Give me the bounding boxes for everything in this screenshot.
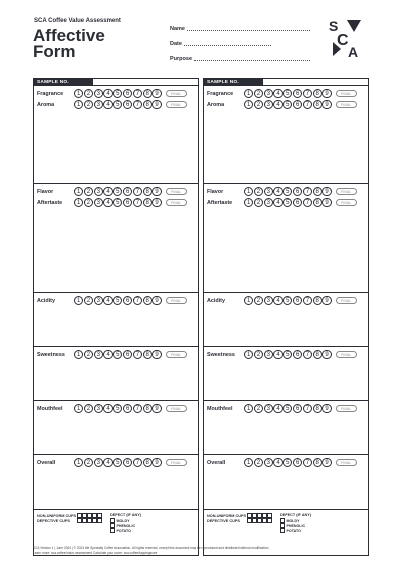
defect-option-potato[interactable]	[280, 528, 311, 533]
score-row-sweetness	[204, 349, 368, 360]
footer-line1: SCA Version 1 | June 2024 | © 2024 the Specialty Coffee Association. All rights reserved, except this document may be reproduced and distributed without modification.	[33, 546, 270, 550]
score-row-overall	[34, 457, 198, 468]
score-option-8[interactable]: 8	[313, 404, 322, 413]
score-option-1[interactable]: 1	[74, 404, 83, 413]
score-option-5[interactable]: 5	[283, 89, 292, 98]
score-option-5[interactable]: 5	[283, 187, 292, 196]
date-field[interactable]	[170, 32, 271, 47]
final-score-box[interactable]: FINAL	[336, 90, 357, 97]
score-option-9[interactable]: 9	[322, 187, 331, 196]
score-option-4[interactable]: 4	[103, 404, 112, 413]
score-scale	[74, 89, 162, 98]
cup-checkbox[interactable]	[252, 513, 257, 518]
score-option-1[interactable]: 1	[74, 350, 83, 359]
score-option-6[interactable]: 6	[123, 350, 132, 359]
score-option-9[interactable]: 9	[322, 296, 331, 305]
score-option-9[interactable]: 9	[152, 198, 161, 207]
attribute-label: Fragrance	[37, 90, 64, 97]
cup-checkbox[interactable]	[257, 513, 262, 518]
cups-label: DEFECTIVE CUPS	[37, 518, 70, 523]
section-mouth	[203, 401, 369, 455]
cup-checkbox[interactable]	[267, 513, 272, 518]
attribute-label: Fragrance	[207, 90, 234, 97]
score-option-7[interactable]: 7	[133, 404, 142, 413]
form-title	[33, 28, 105, 60]
purpose-field-label: Purpose	[170, 56, 193, 62]
sca-logo-icon	[327, 18, 365, 58]
score-option-9[interactable]: 9	[322, 198, 331, 207]
final-score-box[interactable]: FINAL	[336, 297, 357, 304]
score-option-7[interactable]: 7	[133, 350, 142, 359]
cup-checkbox[interactable]	[267, 518, 272, 523]
score-option-2[interactable]: 2	[84, 198, 93, 207]
score-row-mouthfeel	[34, 403, 198, 414]
score-option-4[interactable]: 4	[273, 198, 282, 207]
score-option-2[interactable]: 2	[254, 350, 263, 359]
score-option-2[interactable]: 2	[84, 187, 93, 196]
score-scale	[74, 404, 162, 413]
final-score-box[interactable]: FINAL	[166, 297, 187, 304]
score-option-9[interactable]: 9	[152, 187, 161, 196]
score-option-1[interactable]: 1	[244, 350, 253, 359]
score-option-7[interactable]: 7	[303, 198, 312, 207]
cup-checkbox[interactable]	[247, 518, 252, 523]
footer	[33, 546, 373, 556]
score-option-7[interactable]: 7	[133, 89, 142, 98]
score-option-9[interactable]: 9	[152, 458, 161, 467]
footer-line2: Learn more: sca.coffee/value-assessment Calculate your score: sca.coffee/tappingscore	[33, 551, 158, 555]
form-title-line2: Form	[33, 42, 76, 61]
cup-checkbox[interactable]	[82, 513, 87, 518]
svg-text:C: C	[337, 32, 349, 49]
score-option-4[interactable]: 4	[103, 100, 112, 109]
score-option-8[interactable]: 8	[143, 458, 152, 467]
score-option-9[interactable]: 9	[322, 89, 331, 98]
score-option-8[interactable]: 8	[143, 187, 152, 196]
attribute-label: Sweetness	[37, 351, 65, 358]
attribute-label: Aroma	[207, 101, 225, 108]
score-scale	[74, 296, 162, 305]
score-row-sweetness	[34, 349, 198, 360]
defect-option-label: MOLDY	[116, 518, 130, 523]
score-option-3[interactable]: 3	[94, 296, 103, 305]
final-score-box[interactable]: FINAL	[166, 199, 187, 206]
score-row-fragrance	[34, 88, 198, 99]
section-flav	[33, 184, 199, 293]
score-scale	[244, 198, 332, 207]
final-score-box[interactable]: FINAL	[336, 199, 357, 206]
svg-text:S: S	[329, 18, 339, 34]
cups-label: NON-UNIFORM CUPS	[207, 513, 247, 518]
score-option-9[interactable]: 9	[152, 404, 161, 413]
score-option-4[interactable]: 4	[273, 458, 282, 467]
score-option-6[interactable]: 6	[293, 404, 302, 413]
section-flav	[203, 184, 369, 293]
score-scale	[244, 296, 332, 305]
cup-checkbox[interactable]	[257, 518, 262, 523]
section-acid	[33, 293, 199, 347]
section-frag	[33, 86, 199, 184]
attribute-label: Flavor	[37, 188, 54, 195]
score-option-3[interactable]: 3	[264, 296, 273, 305]
score-option-4[interactable]: 4	[273, 187, 282, 196]
score-option-1[interactable]: 1	[74, 100, 83, 109]
score-option-3[interactable]: 3	[264, 100, 273, 109]
section-overall	[203, 455, 369, 510]
header-fields	[170, 17, 310, 62]
score-row-aftertaste	[34, 197, 198, 208]
final-score-box[interactable]: FINAL	[166, 351, 187, 358]
score-option-3[interactable]: 3	[94, 458, 103, 467]
score-option-7[interactable]: 7	[303, 458, 312, 467]
score-option-3[interactable]: 3	[94, 89, 103, 98]
score-option-7[interactable]: 7	[303, 296, 312, 305]
score-option-2[interactable]: 2	[254, 89, 263, 98]
score-option-8[interactable]: 8	[143, 404, 152, 413]
score-option-8[interactable]: 8	[143, 198, 152, 207]
form-subtitle: SCA Coffee Value Assessment	[34, 18, 121, 24]
score-option-2[interactable]: 2	[84, 89, 93, 98]
form-title-line1: Affective	[33, 26, 105, 45]
score-option-7[interactable]: 7	[133, 187, 142, 196]
name-field-label: Name	[170, 26, 185, 32]
score-row-fragrance	[204, 88, 368, 99]
sample-number-label: SAMPLE NO.	[203, 78, 263, 86]
score-option-2[interactable]: 2	[84, 458, 93, 467]
section-mouth	[33, 401, 199, 455]
score-option-4[interactable]: 4	[103, 198, 112, 207]
score-option-5[interactable]: 5	[283, 198, 292, 207]
cup-checkbox[interactable]	[262, 518, 267, 523]
score-option-5[interactable]: 5	[113, 350, 122, 359]
defect-options	[280, 513, 311, 533]
score-option-8[interactable]: 8	[313, 198, 322, 207]
defect-option-potato[interactable]	[110, 528, 141, 533]
cup-checkbox[interactable]	[247, 513, 252, 518]
cup-checkbox[interactable]	[87, 518, 92, 523]
score-scale	[244, 187, 332, 196]
score-option-8[interactable]: 8	[313, 100, 322, 109]
score-option-7[interactable]: 7	[303, 89, 312, 98]
attribute-label: Mouthfeel	[207, 405, 233, 412]
defect-option-label: POTATO	[116, 528, 131, 533]
score-option-6[interactable]: 6	[293, 198, 302, 207]
score-option-4[interactable]: 4	[103, 89, 112, 98]
defect-option-label: POTATO	[286, 528, 301, 533]
score-option-6[interactable]: 6	[123, 198, 132, 207]
final-score-box[interactable]: FINAL	[336, 405, 357, 412]
score-row-acidity	[204, 295, 368, 306]
score-option-1[interactable]: 1	[74, 89, 83, 98]
score-option-1[interactable]: 1	[244, 187, 253, 196]
final-score-box[interactable]: FINAL	[336, 188, 357, 195]
score-option-9[interactable]: 9	[152, 296, 161, 305]
score-scale	[74, 187, 162, 196]
purpose-field-line[interactable]	[194, 56, 310, 61]
score-option-5[interactable]: 5	[113, 89, 122, 98]
score-option-5[interactable]: 5	[113, 458, 122, 467]
score-option-9[interactable]: 9	[152, 100, 161, 109]
date-field-line[interactable]	[184, 41, 271, 46]
score-row-aroma	[204, 99, 368, 110]
score-option-2[interactable]: 2	[254, 404, 263, 413]
cups-label: DEFECTIVE CUPS	[207, 518, 240, 523]
score-option-7[interactable]: 7	[133, 100, 142, 109]
score-row-overall	[204, 457, 368, 468]
score-option-5[interactable]: 5	[113, 187, 122, 196]
score-row-acidity	[34, 295, 198, 306]
cup-checkbox[interactable]	[92, 518, 97, 523]
score-option-3[interactable]: 3	[94, 198, 103, 207]
score-option-3[interactable]: 3	[264, 198, 273, 207]
score-option-1[interactable]: 1	[244, 100, 253, 109]
score-option-2[interactable]: 2	[84, 350, 93, 359]
score-scale	[244, 100, 332, 109]
attribute-label: Overall	[37, 459, 56, 466]
final-score-box[interactable]: FINAL	[336, 459, 357, 466]
score-option-1[interactable]: 1	[74, 198, 83, 207]
attribute-label: Acidity	[207, 297, 225, 304]
score-row-mouthfeel	[204, 403, 368, 414]
score-scale	[244, 89, 332, 98]
score-scale	[74, 100, 162, 109]
score-option-3[interactable]: 3	[94, 350, 103, 359]
score-option-3[interactable]: 3	[264, 89, 273, 98]
score-option-5[interactable]: 5	[283, 350, 292, 359]
score-option-4[interactable]: 4	[273, 100, 282, 109]
svg-text:A: A	[348, 44, 359, 58]
score-option-8[interactable]: 8	[143, 89, 152, 98]
score-option-4[interactable]: 4	[273, 404, 282, 413]
score-option-6[interactable]: 6	[123, 100, 132, 109]
score-option-4[interactable]: 4	[273, 296, 282, 305]
score-option-6[interactable]: 6	[123, 296, 132, 305]
sample-number-header	[33, 78, 199, 86]
score-option-4[interactable]: 4	[103, 458, 112, 467]
score-option-1[interactable]: 1	[244, 296, 253, 305]
defect-checkbox[interactable]	[110, 518, 115, 523]
score-option-5[interactable]: 5	[113, 100, 122, 109]
attribute-label: Aftertaste	[37, 199, 63, 206]
score-scale	[244, 458, 332, 467]
score-option-8[interactable]: 8	[143, 296, 152, 305]
cup-checkbox[interactable]	[77, 513, 82, 518]
final-score-box[interactable]: FINAL	[166, 90, 187, 97]
sample-number-label: SAMPLE NO.	[33, 78, 93, 86]
score-option-2[interactable]: 2	[254, 187, 263, 196]
defect-label: DEFECT (IF ANY)	[280, 513, 312, 517]
score-option-2[interactable]: 2	[254, 198, 263, 207]
final-score-box[interactable]: FINAL	[336, 351, 357, 358]
score-option-5[interactable]: 5	[283, 296, 292, 305]
score-option-2[interactable]: 2	[254, 100, 263, 109]
score-option-3[interactable]: 3	[94, 404, 103, 413]
attribute-label: Mouthfeel	[37, 405, 63, 412]
final-score-box[interactable]: FINAL	[166, 405, 187, 412]
score-option-3[interactable]: 3	[264, 350, 273, 359]
score-option-8[interactable]: 8	[313, 296, 322, 305]
score-option-3[interactable]: 3	[94, 100, 103, 109]
score-option-4[interactable]: 4	[103, 187, 112, 196]
score-option-2[interactable]: 2	[254, 458, 263, 467]
score-option-8[interactable]: 8	[313, 458, 322, 467]
name-field-line[interactable]	[187, 26, 310, 31]
score-option-6[interactable]: 6	[293, 100, 302, 109]
score-option-7[interactable]: 7	[303, 350, 312, 359]
score-option-6[interactable]: 6	[293, 458, 302, 467]
section-acid	[203, 293, 369, 347]
score-row-aroma	[34, 99, 198, 110]
score-option-5[interactable]: 5	[283, 100, 292, 109]
date-field-label: Date	[170, 41, 182, 47]
score-option-7[interactable]: 7	[133, 198, 142, 207]
score-option-1[interactable]: 1	[244, 458, 253, 467]
score-option-8[interactable]: 8	[143, 100, 152, 109]
score-option-2[interactable]: 2	[84, 296, 93, 305]
score-option-2[interactable]: 2	[84, 404, 93, 413]
score-option-5[interactable]: 5	[113, 404, 122, 413]
score-row-flavor	[204, 186, 368, 197]
defect-checkbox[interactable]	[280, 528, 285, 533]
name-field[interactable]	[170, 17, 310, 32]
score-scale	[74, 458, 162, 467]
score-option-1[interactable]: 1	[74, 296, 83, 305]
score-option-8[interactable]: 8	[313, 187, 322, 196]
score-option-1[interactable]: 1	[244, 404, 253, 413]
section-frag	[203, 86, 369, 184]
defect-option-label: MOLDY	[286, 518, 300, 523]
attribute-label: Overall	[207, 459, 226, 466]
score-option-1[interactable]: 1	[74, 458, 83, 467]
score-option-7[interactable]: 7	[303, 187, 312, 196]
score-option-6[interactable]: 6	[293, 89, 302, 98]
section-sweet	[203, 347, 369, 401]
defect-checkbox[interactable]	[110, 528, 115, 533]
score-option-4[interactable]: 4	[273, 350, 282, 359]
cup-checkbox[interactable]	[92, 513, 97, 518]
score-option-5[interactable]: 5	[283, 458, 292, 467]
score-option-6[interactable]: 6	[293, 350, 302, 359]
score-scale	[244, 350, 332, 359]
score-option-7[interactable]: 7	[133, 296, 142, 305]
cup-checkbox[interactable]	[252, 518, 257, 523]
score-option-9[interactable]: 9	[152, 350, 161, 359]
attribute-label: Acidity	[37, 297, 55, 304]
score-option-8[interactable]: 8	[313, 350, 322, 359]
score-option-6[interactable]: 6	[123, 89, 132, 98]
score-option-9[interactable]: 9	[322, 100, 331, 109]
final-score-box[interactable]: FINAL	[336, 101, 357, 108]
score-option-9[interactable]: 9	[322, 458, 331, 467]
score-option-3[interactable]: 3	[264, 404, 273, 413]
score-option-4[interactable]: 4	[273, 89, 282, 98]
score-option-7[interactable]: 7	[303, 100, 312, 109]
score-option-5[interactable]: 5	[113, 296, 122, 305]
score-scale	[74, 198, 162, 207]
score-option-4[interactable]: 4	[103, 350, 112, 359]
sample-number-input[interactable]	[263, 78, 369, 86]
score-option-1[interactable]: 1	[244, 89, 253, 98]
score-scale	[74, 350, 162, 359]
score-option-9[interactable]: 9	[322, 350, 331, 359]
score-option-3[interactable]: 3	[264, 187, 273, 196]
score-option-6[interactable]: 6	[123, 187, 132, 196]
section-sweet	[33, 347, 199, 401]
score-option-8[interactable]: 8	[313, 89, 322, 98]
score-option-3[interactable]: 3	[264, 458, 273, 467]
cup-checkbox[interactable]	[82, 518, 87, 523]
sample-number-header	[203, 78, 369, 86]
sample-column-right	[203, 78, 369, 556]
score-row-flavor	[34, 186, 198, 197]
score-option-7[interactable]: 7	[303, 404, 312, 413]
purpose-field[interactable]	[170, 47, 310, 62]
attribute-label: Aroma	[37, 101, 55, 108]
final-score-box[interactable]: FINAL	[166, 101, 187, 108]
defect-checkbox[interactable]	[280, 523, 285, 528]
score-option-1[interactable]: 1	[244, 198, 253, 207]
sample-column-left	[33, 78, 199, 556]
cup-checkbox[interactable]	[87, 513, 92, 518]
score-option-9[interactable]: 9	[152, 89, 161, 98]
score-option-6[interactable]: 6	[293, 187, 302, 196]
defect-option-label: PHENOLIC	[116, 523, 136, 528]
defect-checkbox[interactable]	[280, 518, 285, 523]
cups-label: NON-UNIFORM CUPS	[37, 513, 77, 518]
score-row-aftertaste	[204, 197, 368, 208]
score-option-4[interactable]: 4	[103, 296, 112, 305]
final-score-box[interactable]: FINAL	[166, 459, 187, 466]
score-option-9[interactable]: 9	[322, 404, 331, 413]
cup-checkbox[interactable]	[77, 518, 82, 523]
defect-label: DEFECT (IF ANY)	[110, 513, 142, 517]
score-scale	[244, 404, 332, 413]
score-option-5[interactable]: 5	[283, 404, 292, 413]
attribute-label: Sweetness	[207, 351, 235, 358]
attribute-label: Flavor	[207, 188, 224, 195]
score-option-1[interactable]: 1	[74, 187, 83, 196]
score-option-8[interactable]: 8	[143, 350, 152, 359]
defect-options	[110, 513, 141, 533]
score-option-6[interactable]: 6	[123, 404, 132, 413]
score-option-3[interactable]: 3	[94, 187, 103, 196]
score-option-6[interactable]: 6	[123, 458, 132, 467]
cup-checkbox[interactable]	[97, 513, 102, 518]
section-overall	[33, 455, 199, 510]
score-option-2[interactable]: 2	[84, 100, 93, 109]
defect-checkbox[interactable]	[110, 523, 115, 528]
score-option-6[interactable]: 6	[293, 296, 302, 305]
defect-option-label: PHENOLIC	[286, 523, 306, 528]
cup-checkbox[interactable]	[97, 518, 102, 523]
score-option-5[interactable]: 5	[113, 198, 122, 207]
score-option-2[interactable]: 2	[254, 296, 263, 305]
final-score-box[interactable]: FINAL	[166, 188, 187, 195]
sample-number-input[interactable]	[93, 78, 199, 86]
cup-checkbox[interactable]	[262, 513, 267, 518]
attribute-label: Aftertaste	[207, 199, 233, 206]
score-option-7[interactable]: 7	[133, 458, 142, 467]
